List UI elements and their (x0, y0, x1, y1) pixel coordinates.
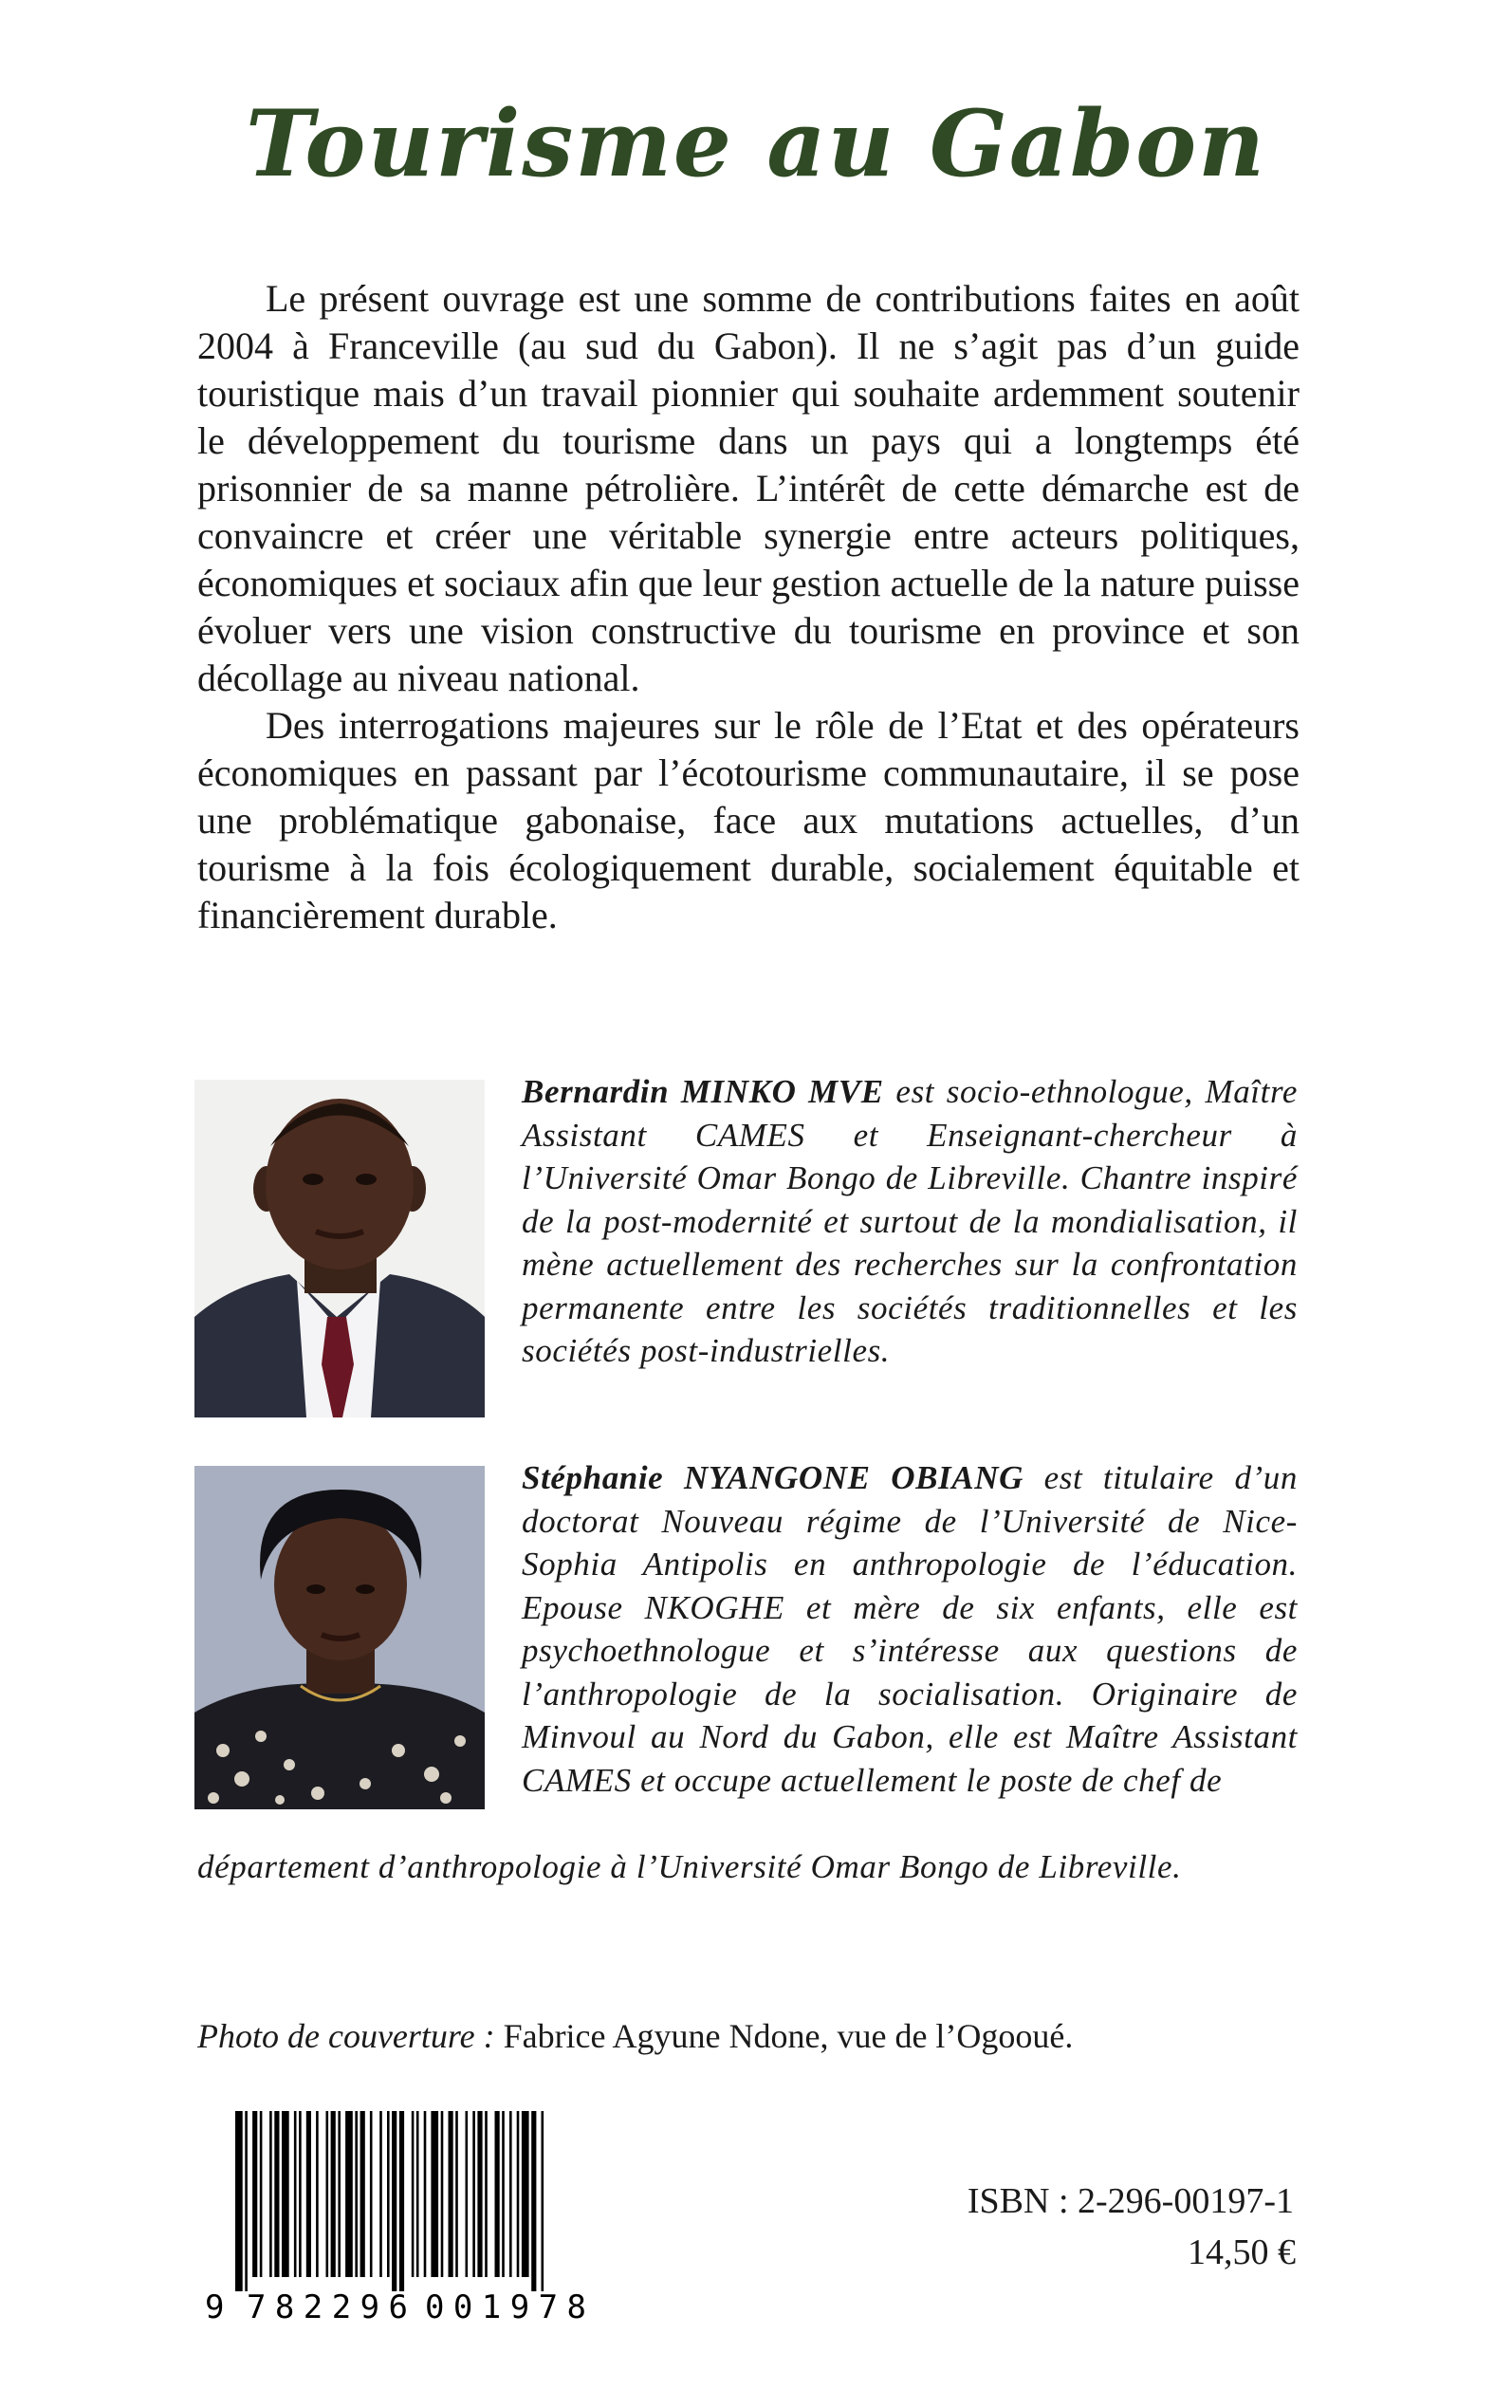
summary-text (197, 275, 1300, 939)
barcode-bar (282, 2111, 289, 2277)
barcode-bar (431, 2111, 438, 2277)
credit-label: Photo de couverture : (197, 2017, 495, 2055)
barcode-bar (387, 2111, 390, 2277)
barcode-bar (316, 2111, 319, 2277)
barcode-bar (379, 2111, 382, 2277)
barcode-bar (416, 2111, 419, 2277)
summary-paragraph-2: Des interrogations majeures sur le rôle de l’Etat et des opérateurs économiques en passant par l’écotourisme communautaire, il se pose une problématique gabonaise, face aux mutations actuelles, d’un tourisme à la fois écologiquement durable, socialement équitable et financièrement durable. (197, 704, 1300, 936)
barcode-bar (306, 2111, 311, 2277)
barcode-bar (509, 2111, 512, 2277)
barcode-bar (269, 2111, 272, 2277)
barcode-bars (235, 2111, 544, 2291)
cover-photo-credit (197, 2016, 1073, 2056)
barcode-bar (299, 2111, 302, 2277)
barcode-bar (294, 2111, 297, 2277)
barcode-bar (399, 2111, 404, 2291)
barcode-bar (441, 2111, 444, 2277)
author-photo-nyangone (194, 1466, 485, 1809)
barcode-bar (466, 2111, 469, 2277)
author-bio-minko (522, 1070, 1298, 1373)
barcode-bar (331, 2111, 336, 2277)
credit-text: Fabrice Agyune Ndone, vue de l’Ogooué. (494, 2017, 1074, 2055)
barcode-bar (345, 2111, 353, 2277)
summary-paragraph-1: Le présent ouvrage est une somme de contributions faites en août 2004 à Franceville (au sud du Gabon). Il ne s’agit pas d’un guide touristique mais d’un travail pionnier qui souhaite ardemment soutenir le développement du tourisme dans un pays qui a longtemps été prisonnier de sa manne pétrolière. L’intérêt de cette démarche est de convaincre et créer une véritable synergie entre acteurs politiques, économiques et sociaux afin que leur gestion actuelle de la nature puisse évoluer vers une vision constructive du tourisme en province et son décollage au niveau national. (197, 277, 1300, 699)
barcode-bar (477, 2111, 482, 2277)
barcode-bar (449, 2111, 453, 2277)
author-name-nyangone: Stéphanie NYANGONE OBIANG (522, 1459, 1023, 1496)
isbn-number: ISBN : 2-296-00197-1 (967, 2181, 1294, 2221)
barcode-bar (412, 2111, 415, 2277)
barcode-bar (252, 2111, 257, 2277)
author-bio-text-minko: est socio-ethnologue, Maître Assistant CAMES et Enseignant-chercheur à l’Université Omar Bongo de Libreville. Chantre inspiré de la post-modernité et surtout de la mondialisation, il mène actuellement des recherches sur la confrontation permanente entre les sociétés traditionnelles et les sociétés post-industrielles. (522, 1073, 1299, 1369)
barcode-bar (235, 2111, 243, 2291)
barcode-bar (424, 2111, 427, 2277)
barcode-bar (542, 2111, 544, 2291)
barcode-bar (455, 2111, 458, 2277)
barcode-bar (472, 2111, 475, 2277)
barcode-bar (522, 2111, 529, 2277)
author-bio-text-nyangone-1: est titulaire d’un doctorat Nouveau régime de l’Université de Nice-Sophia Antipolis en anthropologie de l’éducation. Epouse NKOGHE et mère de six enfants, elle est psychoethnologue et s’intéresse aux questions de l’anthropologie de la socialisation. Originaire de Minvoul au Nord du Gabon, elle est Maître Assistant CAMES et occupe actuellement le poste de chef de (522, 1459, 1298, 1799)
barcode-bar (355, 2111, 358, 2277)
price: 14,50 € (1188, 2232, 1296, 2272)
barcode-digits-group-2: 001978 (425, 2288, 586, 2325)
barcode-bar (338, 2111, 341, 2277)
barcode-bar (531, 2111, 536, 2291)
book-title: Tourisme au Gabon (246, 90, 1266, 197)
barcode-bar (326, 2111, 329, 2277)
isbn-barcode (197, 2111, 615, 2325)
barcode-digit-first: 9 (205, 2288, 225, 2325)
barcode-bar (502, 2111, 505, 2277)
barcode-bar (245, 2111, 248, 2291)
author-name-minko: Bernardin MINKO MVE (522, 1073, 884, 1110)
barcode-bar (392, 2111, 396, 2291)
barcode-bar (370, 2111, 373, 2277)
barcode-bar (485, 2111, 488, 2277)
barcode-bar (274, 2111, 279, 2277)
barcode-digits-group-1: 782296 (247, 2288, 408, 2325)
barcode-bar (360, 2111, 365, 2277)
author-bio-nyangone-continued: département d’anthropologie à l’Université Omar Bongo de Libreville. (197, 1848, 1182, 1885)
barcode-bar (260, 2111, 263, 2277)
author-bio-nyangone (522, 1456, 1298, 1802)
barcode-bar (517, 2111, 520, 2277)
barcode-bar (495, 2111, 500, 2277)
author-photo-minko (194, 1080, 485, 1417)
